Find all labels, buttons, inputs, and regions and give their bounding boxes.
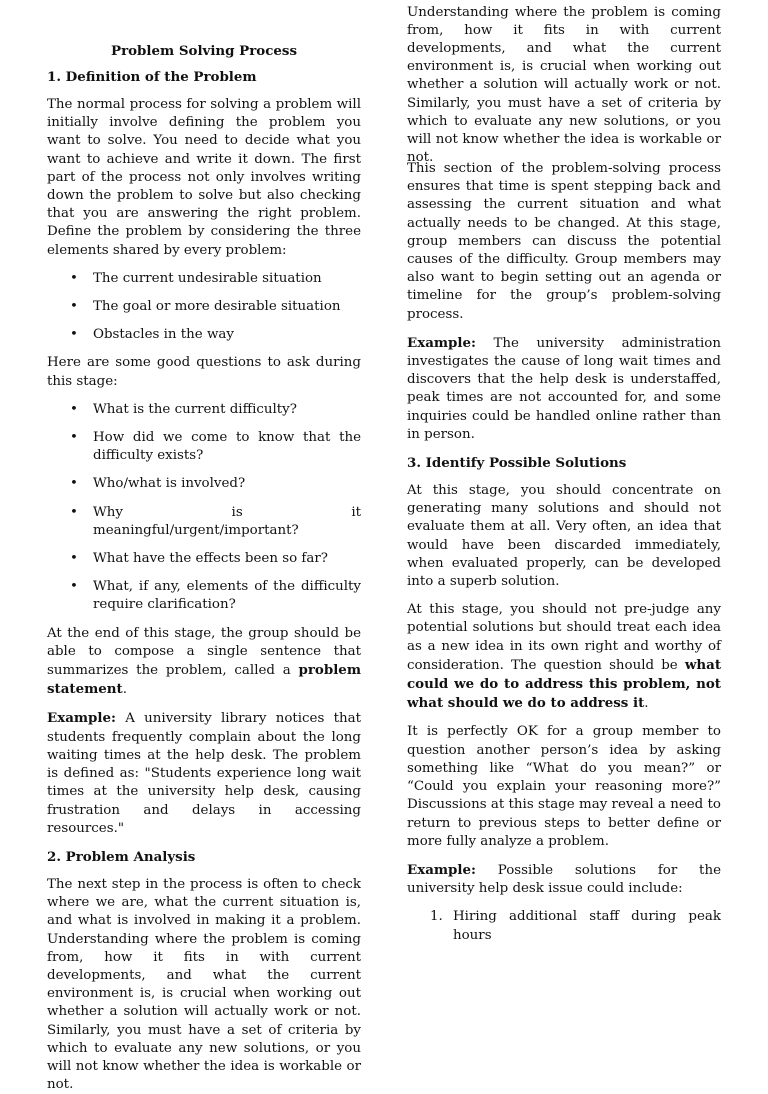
section-1-paragraph-1: The normal process for solving a problem will initially involve defining the problem you want to solve. You need to decide what you want to achieve and write it down. The first part of the process not only involves writing down the problem to solve but also checking that you are answering the right problem. Define the problem by considering the three elements shared by every problem:	[47, 97, 361, 258]
elements-list	[47, 270, 361, 345]
list-item	[407, 908, 721, 944]
section-3-example	[407, 861, 721, 898]
section-3-paragraph-1: At this stage, you should concentrate on generating many solutions and should not evaluate them at all. Very often, an idea that would have been discarded immediately, when evaluated properly, can be developed into a superb solution.	[407, 483, 721, 590]
example-text: A university library notices that students frequently complain about the long waiting times at the help desk. The problem is defined as: "Students experience long wait times at the university help desk, causing frustration and delays in accessing resources."	[47, 711, 361, 836]
problem-statement-end: .	[122, 682, 127, 698]
page-title: Problem Solving Process	[111, 43, 297, 59]
list-item: • Who/what is involved?	[47, 475, 361, 493]
section-1-heading: 1. Definition of the Problem	[47, 69, 257, 85]
solutions-intro: At this stage, you should not pre-judge any potential solutions but should treat each idea as a new idea in its own right and worthy of consideration. The question should be	[407, 602, 721, 673]
section-2-paragraph-1-continued	[407, 4, 721, 166]
section-3-paragraph-3: It is perfectly OK for a group member to question another person’s idea by asking something like “What do you mean?” or “Could you explain your reasoning more?” Discussions at this stage may reveal a need to return to previous steps to better define or more fully analyze a problem.	[407, 724, 721, 849]
list-item: • How did we come to know that the difficulty exists?	[47, 429, 361, 465]
section-2-heading: 2. Problem Analysis	[47, 848, 196, 865]
section-2-paragraph-2: This section of the problem-solving process ensures that time is spent stepping back and assessing the current situation and what actually needs to be changed. At this stage, group members can discuss the potential causes of the difficulty. Group members may also want to begin setting out an agenda or timeline for the group’s problem-solving process.	[407, 161, 721, 322]
left-column	[47, 40, 361, 1093]
list-item: • Why is it meaningful/urgent/important?	[47, 504, 361, 540]
list-item: • The goal or more desirable situation	[47, 298, 361, 316]
example-label: Example:	[407, 861, 476, 878]
problem-statement-term: problem statement	[47, 662, 361, 698]
list-number: 1.	[430, 909, 443, 925]
list-item: • Obstacles in the way	[47, 326, 361, 344]
example-text: Possible solutions for the university help desk issue could include:	[407, 862, 721, 897]
solutions-intro-end: .	[644, 696, 649, 712]
section-2-paragraph-1: The next step in the process is often to check where we are, what the current situation is, and what is involved in making it a problem. Understanding where the problem is coming from, how it fits in with current developments, and what the current environment is, is crucial when working out whether a solution will actually work or not. Similarly, you must have a set of criteria by which to evaluate any new solutions, or you will not know whether the idea is workable or not.	[47, 876, 361, 1093]
list-item: • What is the current difficulty?	[47, 401, 361, 419]
key-question: what could we do to address this problem, not what should we do to address it	[407, 656, 721, 712]
example-label: Example:	[47, 710, 116, 727]
list-item: • What, if any, elements of the difficulty require clarification?	[47, 578, 361, 614]
list-item: • What have the effects been so far?	[47, 550, 361, 568]
questions-list	[47, 401, 361, 615]
example-label: Example:	[407, 334, 476, 351]
section-1-paragraph-2: Here are some good questions to ask during this stage:	[47, 355, 361, 389]
problem-statement-intro: At the end of this stage, the group should be able to compose a single sentence that summarizes the problem, called a	[47, 625, 361, 679]
example-text: The university administration investigates the cause of long wait times and discovers that the help desk is understaffed, peak times are not accounted for, and some inquiries could be handled online rather than in person.	[407, 335, 721, 442]
section-1-paragraph-3	[47, 625, 361, 700]
section-2-example	[407, 334, 721, 444]
section-3-heading: 3. Identify Possible Solutions	[407, 455, 627, 472]
solutions-list	[407, 908, 721, 944]
list-item-text: Hiring additional staff during peak hours	[453, 909, 721, 943]
right-column	[407, 4, 721, 945]
list-item: • The current undesirable situation	[47, 270, 361, 288]
section-2-paragraph-1-overflow: Understanding where the problem is coming from, how it fits in with current developments, and what the current environment is, is crucial when working out whether a solution will actually work or not. Similarly, you must have a set of criteria by which to evaluate any new solutions, or you will not know whether the idea is workable or not.	[407, 4, 721, 166]
section-1-example	[47, 709, 361, 837]
section-3-paragraph-2	[407, 601, 721, 713]
